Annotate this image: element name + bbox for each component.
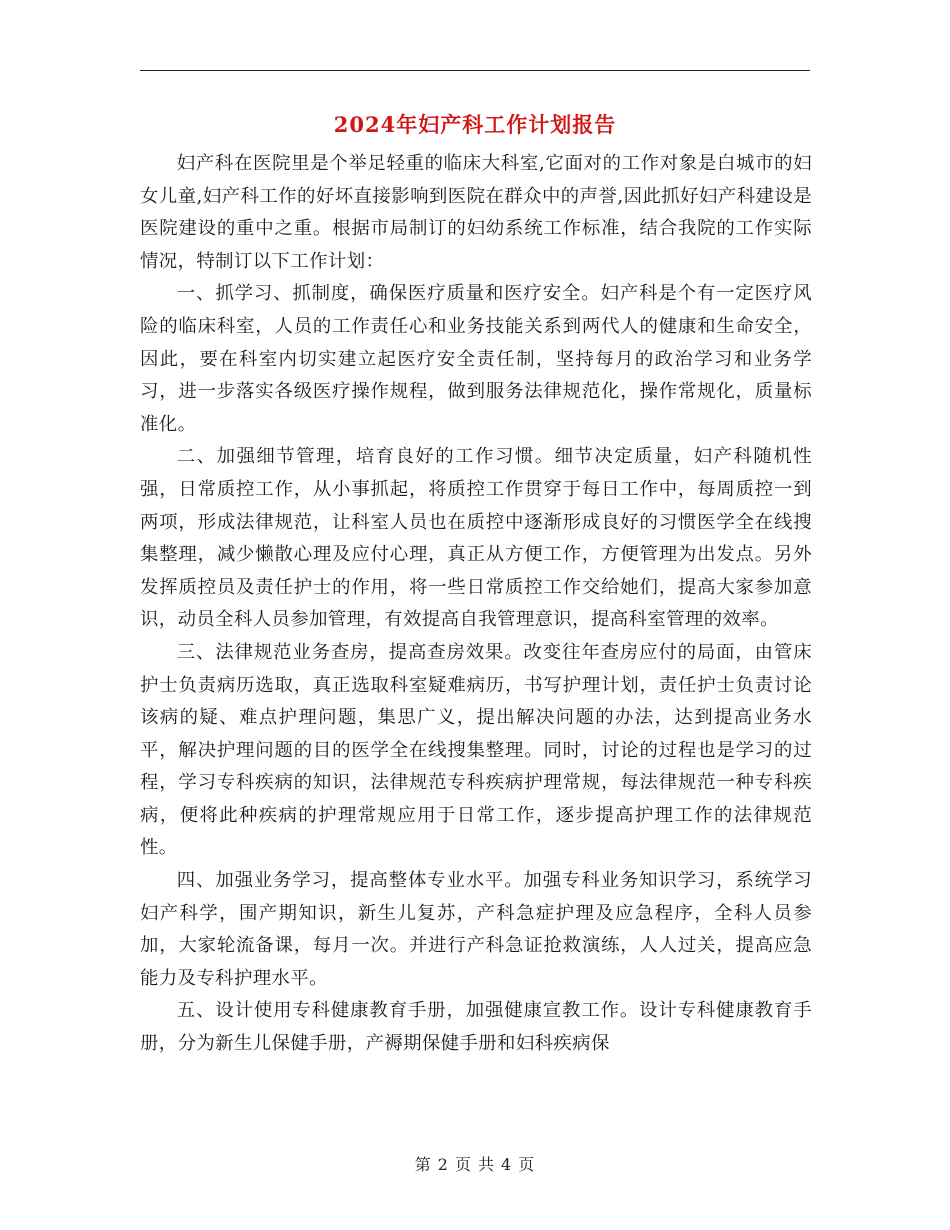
- footer-current-page: 2: [437, 1155, 449, 1174]
- document-body: [140, 148, 812, 1061]
- paragraph-section-1: 一、抓学习、抓制度，确保医疗质量和医疗安全。妇产科是个有一定医疗风险的临床科室，人员的工作责任心和业务技能关系到两代人的健康和生命安全，因此，要在科室内切实建立起医疗安全责任制，坚持每月的政治学习和业务学习，进一步落实各级医疗操作规程，做到服务法律规范化，操作常规化，质量标准化。: [140, 283, 812, 435]
- header-rule: [140, 70, 810, 71]
- paragraph-section-4: 四、加强业务学习，提高整体专业水平。加强专科业务知识学习，系统学习妇产科学，围产期知识，新生儿复苏，产科急症护理及应急程序，全科人员参加，大家轮流备课，每月一次。并进行产科急证抢救演练，人人过关，提高应急能力及专科护理水平。: [140, 870, 812, 989]
- page-footer: [0, 1152, 950, 1175]
- document-title: 2024年妇产科工作计划报告: [333, 112, 617, 137]
- footer-suffix: 页: [518, 1155, 536, 1174]
- paragraph-section-2: 二、加强细节管理，培育良好的工作习惯。细节决定质量，妇产科随机性强，日常质控工作，从小事抓起，将质控工作贯穿于每日工作中，每周质控一到两项，形成法律规范，让科室人员也在质控中逐渐形成良好的习惯医学全在线搜集整理，减少懒散心理及应付心理，真正从方便工作，方便管理为出发点。另外发挥质控员及责任护士的作用，将一些日常质控工作交给她们，提高大家参加意识，动员全科人员参加管理，有效提高自我管理意识，提高科室管理的效率。: [140, 446, 812, 631]
- footer-total-pages: 4: [501, 1155, 513, 1174]
- footer-middle: 页 共: [454, 1155, 496, 1174]
- paragraph-intro: 妇产科在医院里是个举足轻重的临床大科室,它面对的工作对象是白城市的妇女儿童,妇产科工作的好坏直接影响到医院在群众中的声誉,因此抓好妇产科建设是医院建设的重中之重。根据市局制订的妇幼系统工作标准，结合我院的工作实际情况，特制订以下工作计划：: [140, 153, 812, 272]
- footer-prefix: 第: [414, 1155, 432, 1174]
- paragraph-section-3: 三、法律规范业务查房，提高查房效果。改变往年查房应付的局面，由管床护士负责病历选取，真正选取科室疑难病历，书写护理计划，责任护士负责讨论该病的疑、难点护理问题，集思广义，提出解决问题的办法，达到提高业务水平，解决护理问题的目的医学全在线搜集整理。同时，讨论的过程也是学习的过程，学习专科疾病的知识，法律规范专科疾病护理常规，每法律规范一种专科疾病，便将此种疾病的护理常规应用于日常工作，逐步提高护理工作的法律规范性。: [140, 641, 812, 859]
- paragraph-section-5: 五、设计使用专科健康教育手册，加强健康宣教工作。设计专科健康教育手册，分为新生儿保健手册，产褥期保健手册和妇科疾病保: [140, 1000, 812, 1055]
